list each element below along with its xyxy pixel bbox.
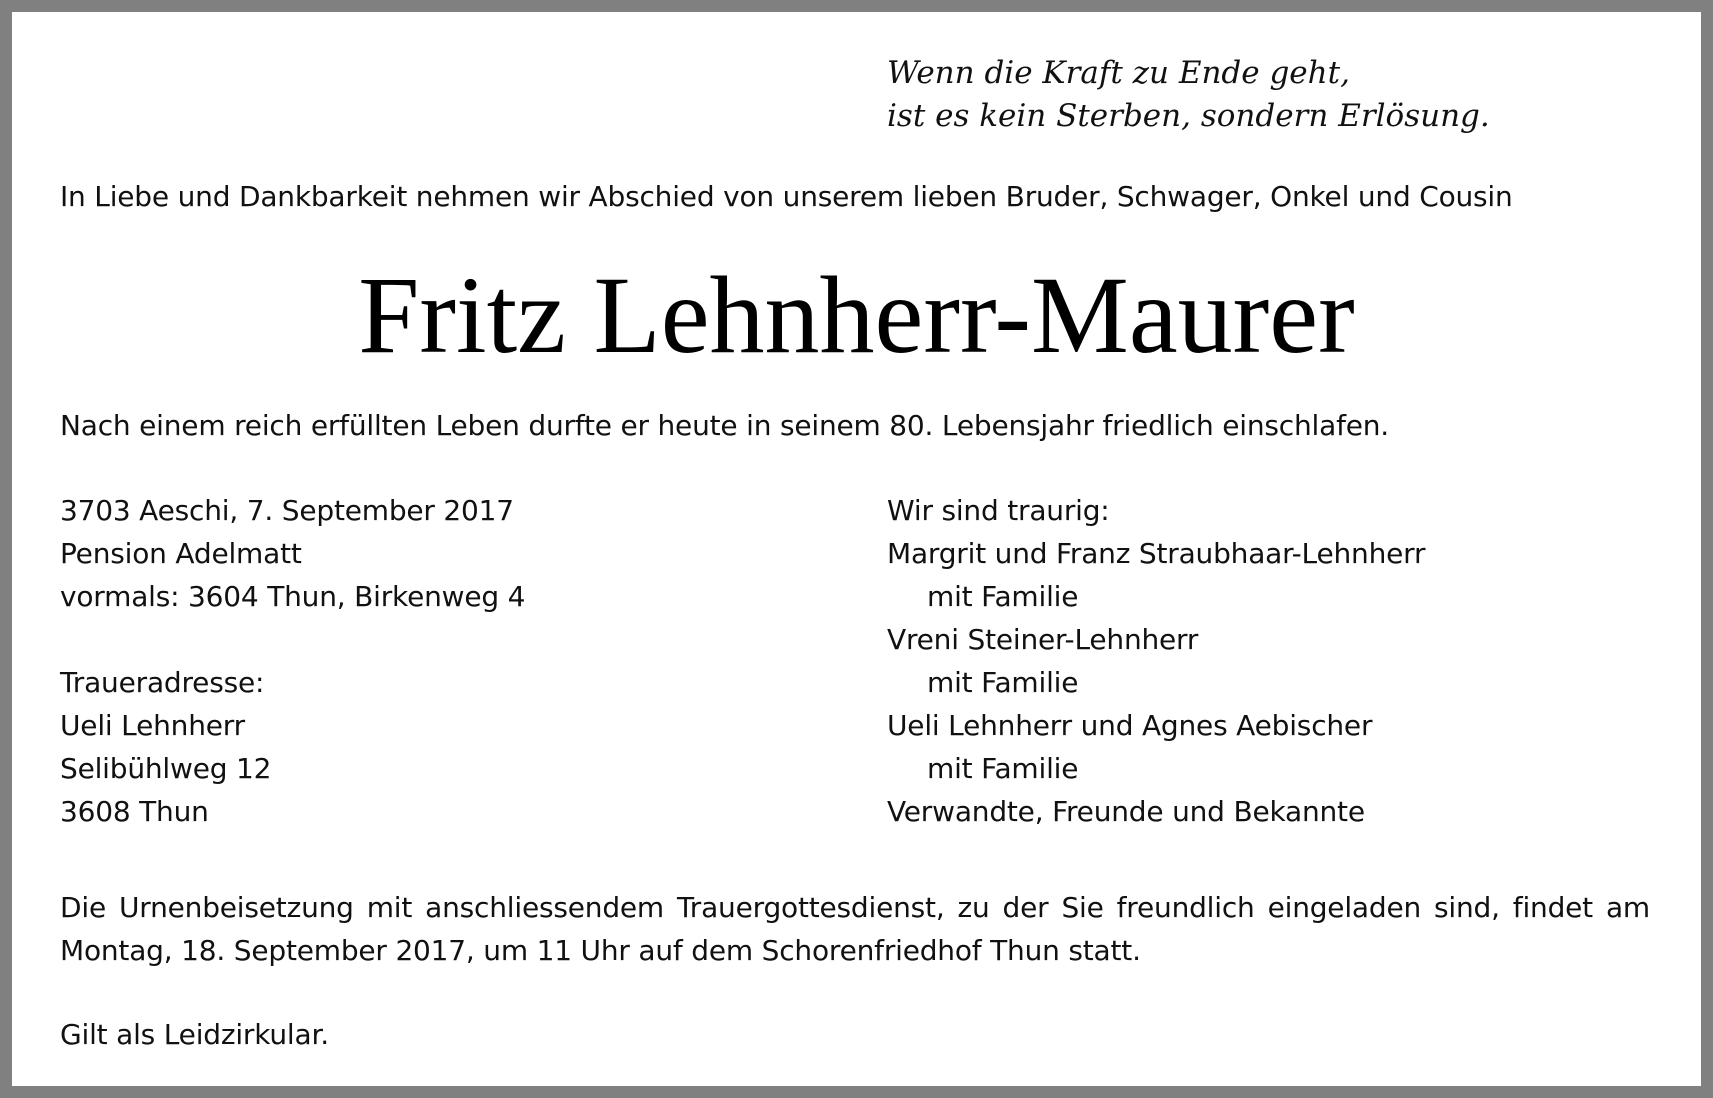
mourner-entry: Margrit und Franz Straubhaar-Lehnherr xyxy=(887,537,1426,570)
mourner-family-note: mit Familie xyxy=(927,752,1079,785)
ceremony-text: Die Urnenbeisetzung mit anschliessendem Trauergottesdienst, zu der Sie freundlich eingeladen sind, findet am Montag, 18. September 2017, um 11 Uhr auf dem Schorenfriedhof Thun statt. xyxy=(60,891,1650,967)
quote-line-2: ist es kein Sterben, sondern Erlösung. xyxy=(887,98,1490,134)
memorial-quote xyxy=(887,52,1490,138)
mourner-family-note: mit Familie xyxy=(927,666,1079,699)
quote-line-1: Wenn die Kraft zu Ende geht, xyxy=(887,55,1350,91)
obituary-notice xyxy=(12,12,1701,1086)
mourners-block xyxy=(887,489,1425,833)
residence-line: Pension Adelmatt xyxy=(60,537,302,570)
mourning-address-city: 3608 Thun xyxy=(60,795,209,828)
place-date-line: 3703 Aeschi, 7. September 2017 xyxy=(60,494,514,527)
former-address-line: vormals: 3604 Thun, Birkenweg 4 xyxy=(60,580,526,613)
mourner-family-note: mit Familie xyxy=(927,580,1079,613)
mourner-entry: Ueli Lehnherr und Agnes Aebischer xyxy=(887,709,1373,742)
mourners-heading: Wir sind traurig: xyxy=(887,494,1110,527)
mourning-address-name: Ueli Lehnherr xyxy=(60,709,245,742)
closing-text: Gilt als Leidzirkular. xyxy=(60,1018,329,1051)
place-date-block xyxy=(60,489,525,618)
statement-text: Nach einem reich erfüllten Leben durfte er heute in seinem 80. Lebensjahr friedlich einschlafen. xyxy=(60,409,1389,442)
intro-text: In Liebe und Dankbarkeit nehmen wir Abschied von unserem lieben Bruder, Schwager, Onkel und Cousin xyxy=(60,180,1513,213)
mourner-entry: Vreni Steiner-Lehnherr xyxy=(887,623,1199,656)
deceased-name: Fritz Lehnherr-Maurer xyxy=(358,254,1355,376)
mourning-address-street: Selibühlweg 12 xyxy=(60,752,272,785)
mourning-address-heading: Traueradresse: xyxy=(60,666,265,699)
mourning-address-block xyxy=(60,661,271,833)
mourner-entry: Verwandte, Freunde und Bekannte xyxy=(887,795,1365,828)
